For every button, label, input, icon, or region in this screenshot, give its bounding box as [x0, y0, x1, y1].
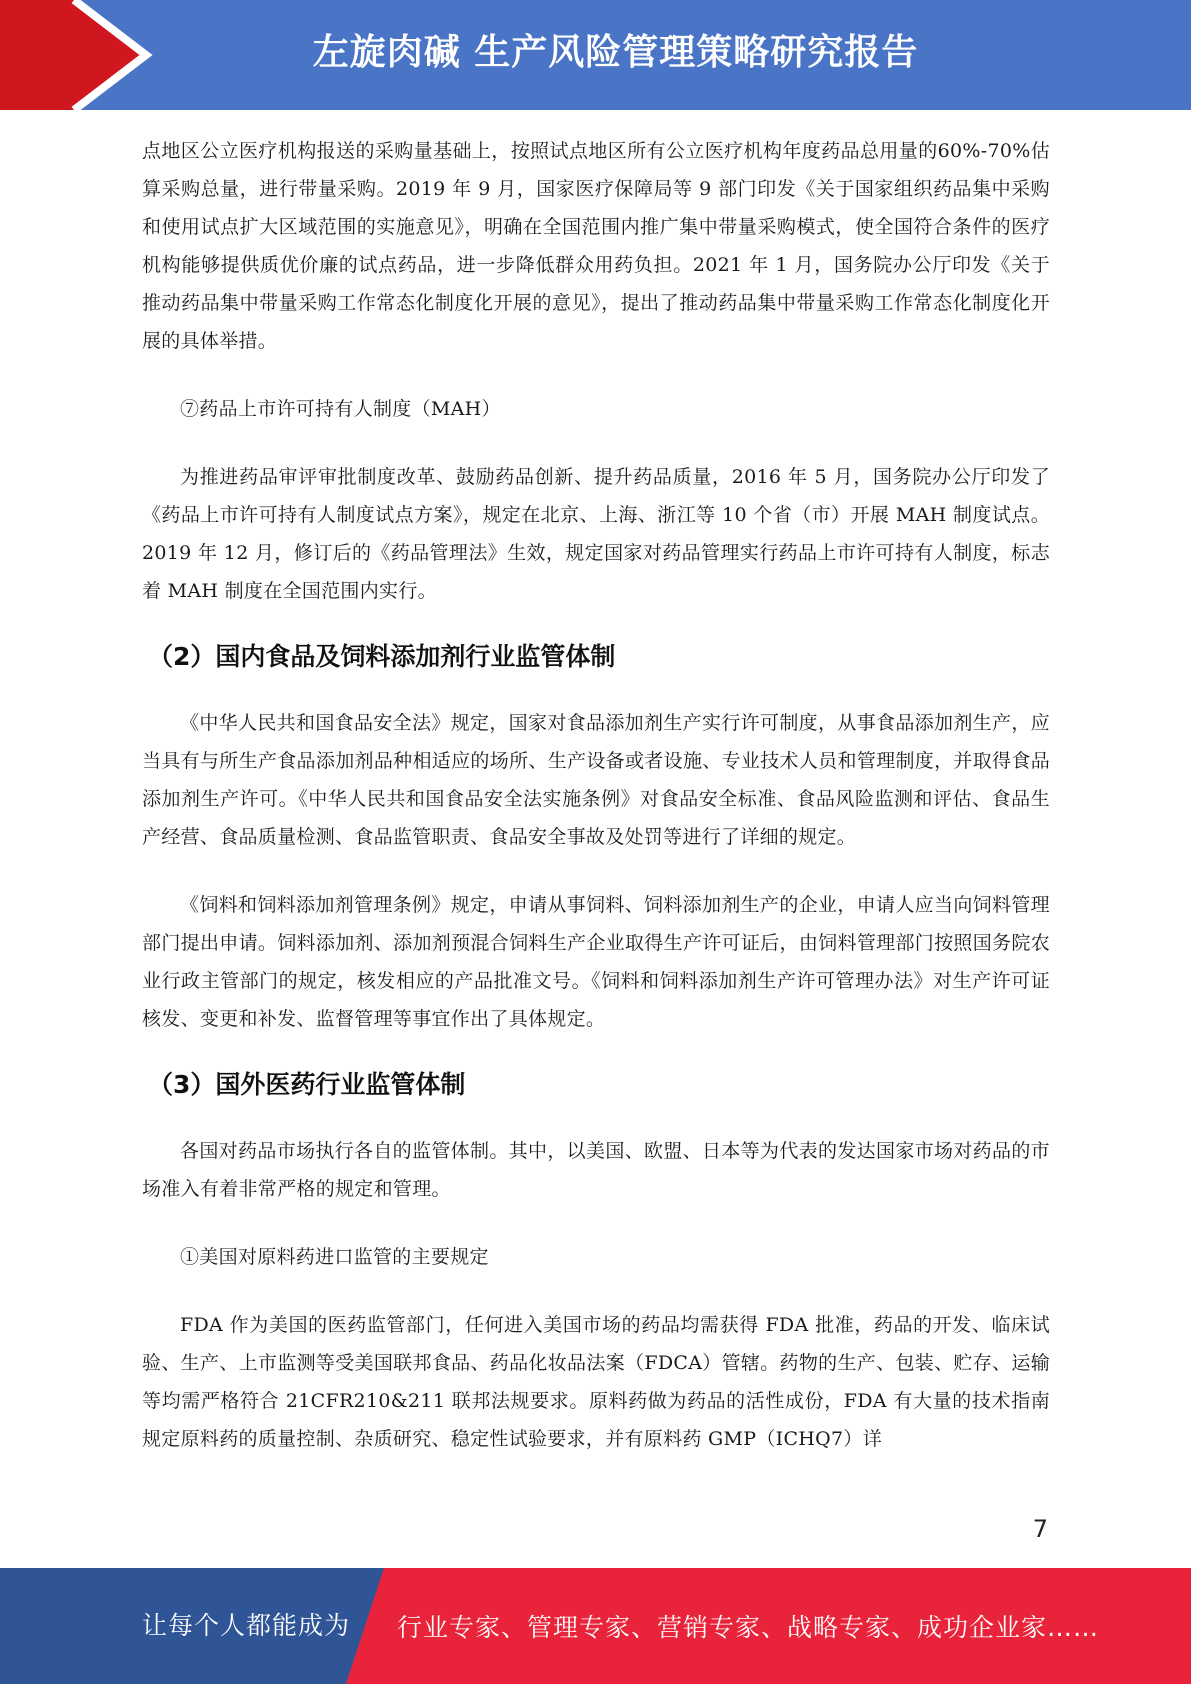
report-title: 左旋肉碱 生产风险管理策略研究报告	[312, 32, 919, 73]
body-paragraph-feed-regulation: 《饲料和饲料添加剂管理条例》规定，申请从事饲料、饲料添加剂生产的企业，申请人应当向饲料管理部门提出申请。饲料添加剂、添加剂预混合饲料生产企业取得生产许可证后，由饲料管理部门按照国务院农业行政主管部门的规定，核发相应的产品批准文号。《饲料和饲料添加剂生产许可管理办法》对生产许可证核发、变更和补发、监督管理等事宜作出了具体规定。	[142, 894, 1050, 1030]
body-paragraph-procurement: 点地区公立医疗机构报送的采购量基础上，按照试点地区所有公立医疗机构年度药品总用量的60%-70%估算采购总量，进行带量采购。2019 年 9 月，国家医疗保障局等 9 部门印发《关于国家组织药品集中采购和使用试点扩大区域范围的实施意见》，明确在全国范围内推广集中带量采购模式，使全国符合条件的医疗机构能够提供质优价廉的试点药品，进一步降低群众用药负担。2021 年 1 月，国务院办公厅印发《关于推动药品集中带量采购工作常态化制度化开展的意见》，提出了推动药品集中带量采购工作常态化制度化开展的具体举措。	[142, 140, 1050, 352]
section-heading-food-feed-additives: （2）国内食品及饲料添加剂行业监管体制	[148, 642, 616, 671]
footer-slogan-right: 行业专家、管理专家、营销专家、战略专家、成功企业家……	[397, 1613, 1100, 1642]
body-paragraph-food-safety-law: 《中华人民共和国食品安全法》规定，国家对食品添加剂生产实行许可制度，从事食品添加剂生产，应当具有与所生产食品添加剂品种相适应的场所、生产设备或者设施、专业技术人员和管理制度，并取得食品添加剂生产许可。《中华人民共和国食品安全法实施条例》对食品安全标准、食品风险监测和评估、食品生产经营、食品质量检测、食品监管职责、食品安全事故及处罚等进行了详细的规定。	[142, 712, 1050, 848]
header-banner	[0, 0, 1191, 110]
page-number: 7	[1032, 1515, 1048, 1543]
footer-slogan-left: 让每个人都能成为	[142, 1611, 351, 1640]
sub-item-us-api-import-title: ①美国对原料药进口监管的主要规定	[180, 1246, 489, 1268]
body-paragraph-foreign-overview: 各国对药品市场执行各自的监管体制。其中，以美国、欧盟、日本等为代表的发达国家市场对药品的市场准入有着非常严格的规定和管理。	[142, 1140, 1050, 1200]
body-paragraph-mah: 为推进药品审评审批制度改革、鼓励药品创新、提升药品质量，2016 年 5 月，国务院办公厅印发了《药品上市许可持有人制度试点方案》，规定在北京、上海、浙江等 10 个省（市）开展 MAH 制度试点。2019 年 12 月，修订后的《药品管理法》生效，规定国家对药品管理实行药品上市许可持有人制度，标志着 MAH 制度在全国范围内实行。	[142, 466, 1050, 602]
section-heading-foreign-regulation: （3）国外医药行业监管体制	[148, 1070, 466, 1099]
sub-item-mah-title: ⑦药品上市许可持有人制度（MAH）	[180, 398, 501, 420]
body-paragraph-fda: FDA 作为美国的医药监管部门，任何进入美国市场的药品均需获得 FDA 批准，药品的开发、临床试验、生产、上市监测等受美国联邦食品、药品化妆品法案（FDCA）管辖。药物的生产、包装、贮存、运输等均需严格符合 21CFR210&211 联邦法规要求。原料药做为药品的活性成份，FDA 有大量的技术指南规定原料药的质量控制、杂质研究、稳定性试验要求，并有原料药 GMP（ICHQ7）详	[142, 1314, 1050, 1450]
header-chevron-decoration	[0, 0, 170, 110]
footer-banner	[0, 1568, 1191, 1684]
page-content	[142, 132, 1050, 1458]
